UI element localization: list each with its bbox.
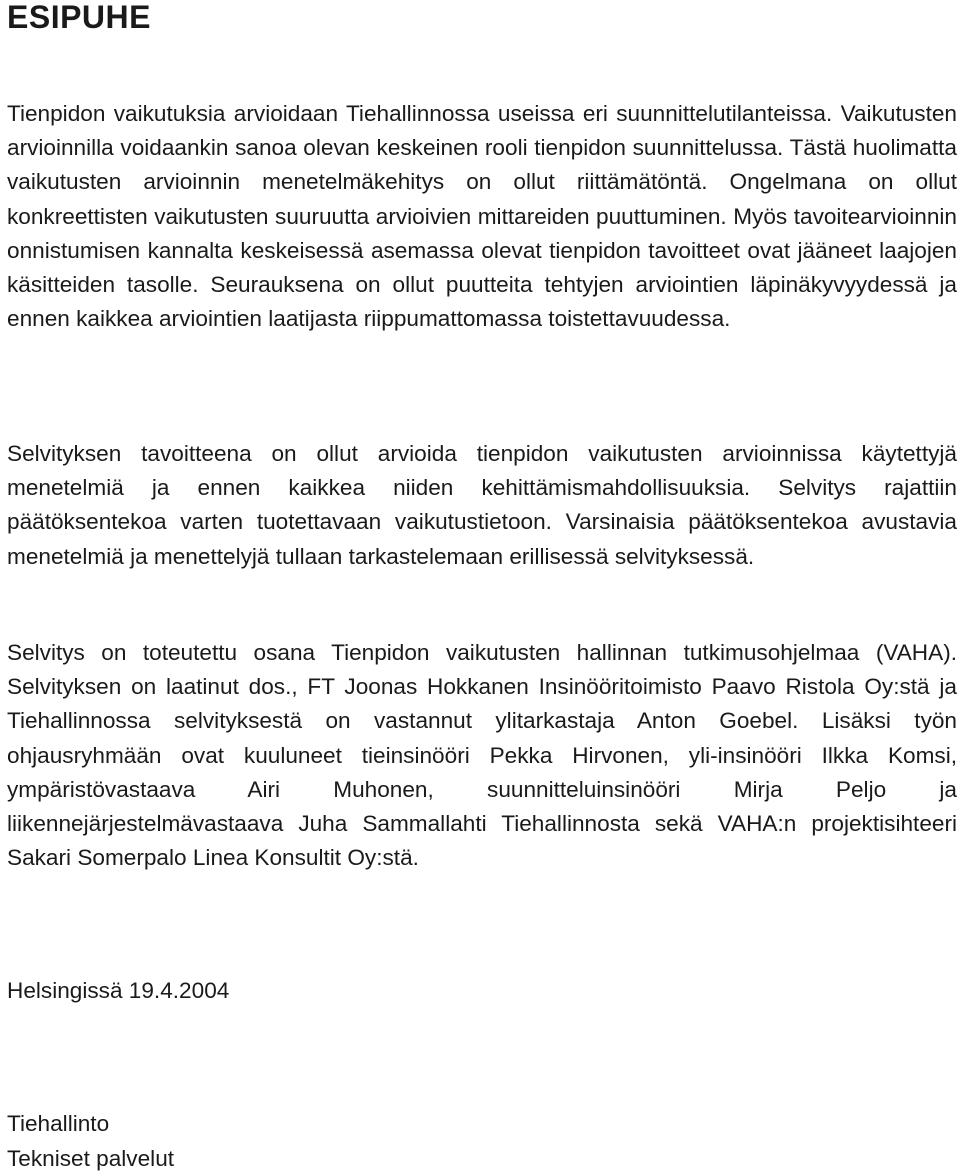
paragraph-authors: Selvitys on toteutettu osana Tienpidon vaikutusten hallinnan tutkimusohjelmaa (VAHA). Selvityksen on laatinut dos., FT Joonas Hokkanen Insinööritoimisto Paavo Ristola Oy:stä ja Tiehallinnossa selvityksestä on vastannut ylitarkastaja Anton Goebel. Lisäksi työn ohjausryhmään ovat kuuluneet tieinsinööri Pekka Hirvonen, yli-insinööri Ilkka Komsi, ympäristövastaava Airi Muhonen, suunnitteluinsinööri Mirja Peljo ja liikennejärjestelmävastaava Juha Sammallahti Tiehallinnosta sekä VAHA:n projektisihteeri Sakari Somerpalo Linea Konsultit Oy:stä. — [7, 640, 957, 871]
signature-department: Tekniset palvelut — [7, 1146, 175, 1171]
page-title: ESIPUHE — [7, 0, 151, 35]
paragraph-objective: Selvityksen tavoitteena on ollut arvioida tienpidon vaikutusten arvioinnissa käytettyjä menetelmiä ja ennen kaikkea niiden kehittämismahdollisuuksia. Selvitys rajattiin päätöksentekoa varten tuotettavaan vaikutustietoon. Varsinaisia päätöksentekoa avustavia menetelmiä ja menettelyjä tullaan tarkastelemaan erillisessä selvityksessä. — [7, 441, 957, 569]
place-date: Helsingissä 19.4.2004 — [7, 978, 230, 1003]
paragraph-intro: Tienpidon vaikutuksia arvioidaan Tiehallinnossa useissa eri suunnittelutilanteissa. Vaikutusten arvioinnilla voidaankin sanoa olevan keskeinen rooli tienpidon suunnittelussa. Tästä huolimatta vaikutusten arvioinnin menetelmäkehitys on ollut riittämätöntä. Ongelmana on ollut konkreettisten vaikutusten suuruutta arvioivien mittareiden puuttuminen. Myös tavoitearvioinnin onnistumisen kannalta keskeisessä asemassa olevat tienpidon tavoitteet ovat jääneet laajojen käsitteiden tasolle. Seurauksena on ollut puutteita tehtyjen arviointien läpinäkyvyydessä ja ennen kaikkea arviointien laatijasta riippumattomassa toistettavuudessa. — [7, 101, 957, 332]
signature-organization: Tiehallinto — [7, 1111, 110, 1136]
